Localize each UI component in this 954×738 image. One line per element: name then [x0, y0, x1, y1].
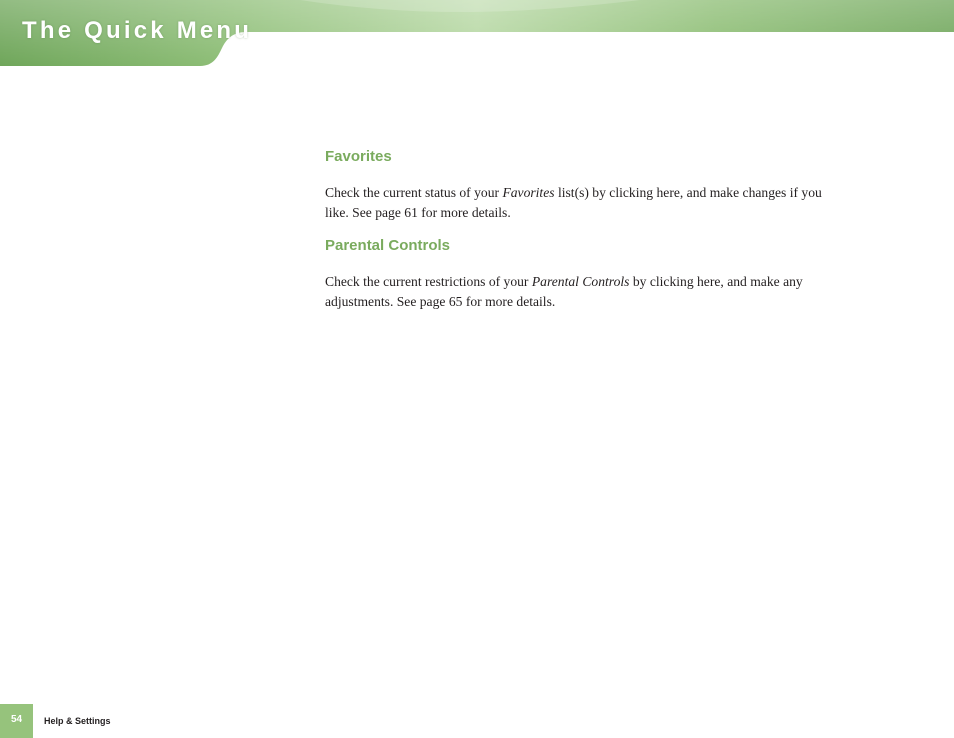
favorites-description[interactable]	[325, 183, 840, 222]
favorites-heading: Favorites	[325, 148, 392, 165]
page-number: 54	[10, 714, 23, 725]
parental-text-before: Check the current restrictions of your	[325, 274, 532, 289]
footer-section-name: Help & Settings	[44, 716, 111, 726]
favorites-text-after: list(s) by clicking here, and make changes if you like. See page 61 for more details.	[325, 185, 822, 220]
parental-controls-description[interactable]	[325, 272, 840, 311]
favorites-text-before: Check the current status of your	[325, 185, 503, 200]
content-column	[325, 147, 840, 325]
favorites-text-emphasis: Favorites	[502, 185, 555, 200]
parental-controls-heading: Parental Controls	[325, 237, 451, 254]
page-title: The Quick Menu	[22, 17, 253, 44]
parental-text-after: by clicking here, and make any adjustments. See page 65 for more details.	[325, 274, 803, 309]
parental-text-emphasis: Parental Controls	[531, 274, 630, 289]
